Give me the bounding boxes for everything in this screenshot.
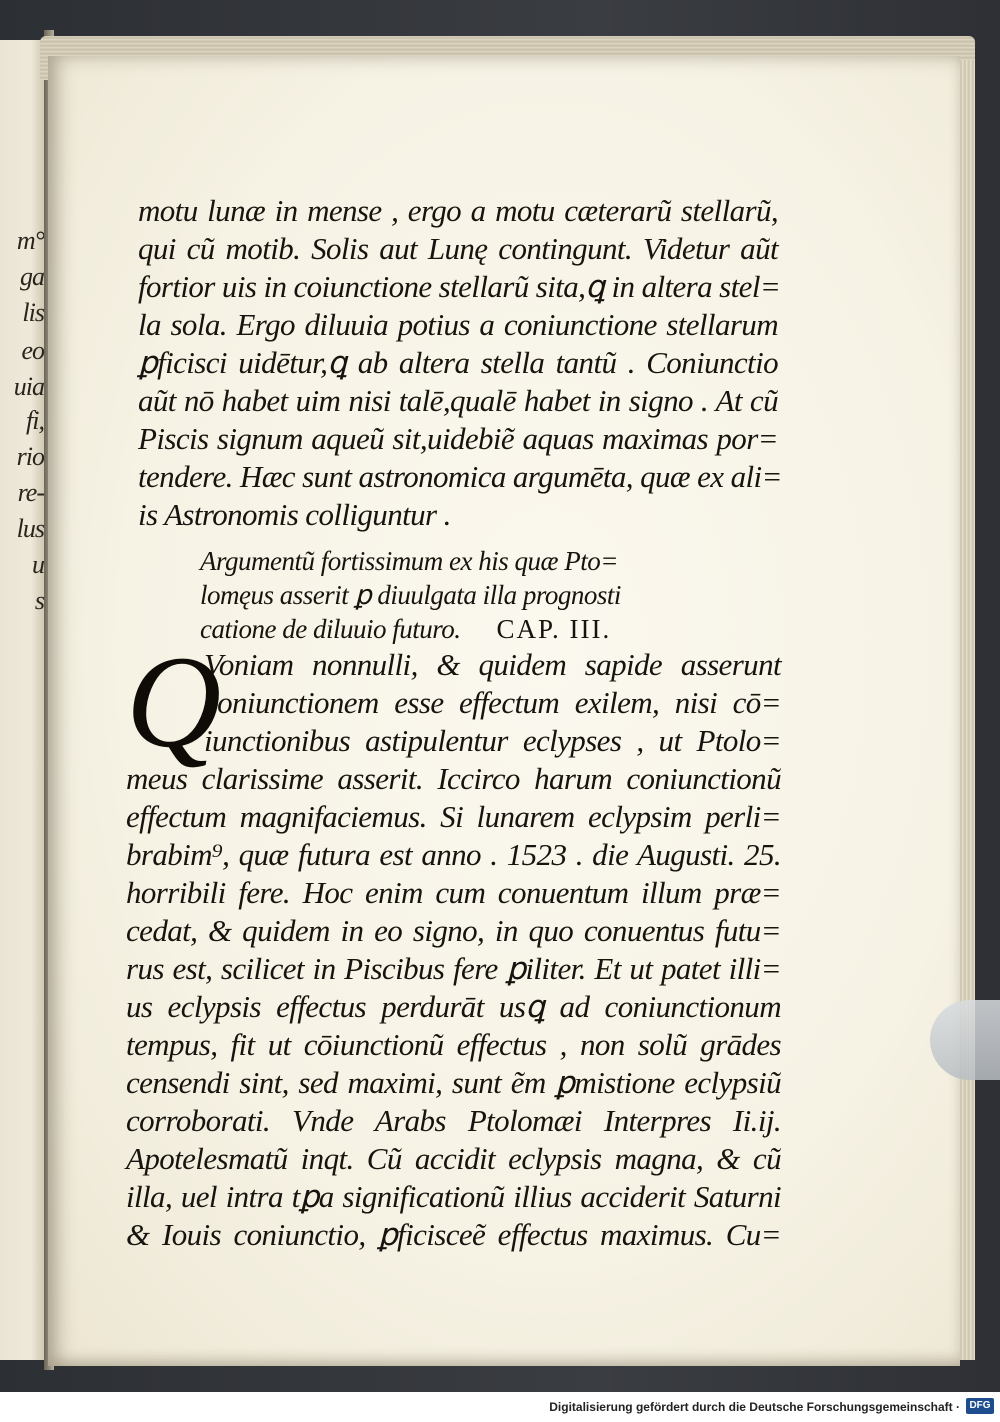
facing-page-fragment: lis — [22, 298, 44, 327]
text-line: aũt nō habet uim nisi talē,qualē habet in signo . At cũ — [138, 383, 778, 418]
text-line: qui cũ motib. Solis aut Lunę contingunt. Videtur aũt — [138, 231, 778, 266]
text-line: la sola. Ergo diluuia potius a coniunctione stellarum — [138, 307, 778, 342]
facing-page-fragment: ga — [20, 262, 44, 291]
heading-line: Argumentũ fortissimum ex his quæ Pto= — [200, 546, 618, 576]
facing-page-fragment: u — [32, 550, 44, 579]
heading-line: lomęus asserit ꝑ diuulgata illa prognosti — [200, 580, 621, 610]
funding-notice: Digitalisierung gefördert durch die Deutsche Forschungsgemeinschaft · — [549, 1400, 960, 1414]
facing-page-edge — [0, 40, 46, 1360]
text-line: fortior uis in coiunctione stellarũ sita,ꝗ in altera stel= — [138, 269, 781, 304]
text-line: is Astronomis colliguntur . — [138, 497, 451, 532]
facing-page-fragment: s — [34, 586, 44, 615]
text-line: motu lunæ in mense , ergo a motu cæterarũ stellarũ, — [138, 193, 778, 228]
text-line: ꝑficisci uidētur,ꝗ ab altera stella tantũ . Coniunctio — [138, 345, 778, 380]
chapter-number: CAP. III. — [496, 614, 612, 644]
facing-page-fragment: uia — [13, 372, 44, 401]
text-line: iunctionibus astipulentur eclypses , ut Ptolo= — [204, 723, 781, 758]
text-line: effectum magnifaciemus. Si lunarem eclypsim perli= — [126, 799, 781, 834]
dfg-logo: DFG — [966, 1398, 994, 1414]
text-line: & Iouis coniunctio, ꝑficisceẽ effectus maximus. Cu= — [126, 1217, 781, 1252]
text-line: tempus, fit ut cōiunctionũ effectus , non solũ grādes — [126, 1027, 781, 1062]
chapter-heading — [200, 544, 760, 646]
text-line: Piscis signum aqueũ sit,uidebiẽ aquas maximas por= — [138, 421, 778, 456]
text-line: censendi sint, sed maximi, sunt ẽm ꝑmistione eclypsiũ — [126, 1065, 781, 1100]
text-line: brabim⁹, quæ futura est anno . 1523 . die Augusti. 25. — [126, 837, 781, 872]
heading-line — [200, 612, 760, 646]
facing-page-fragment: m° — [16, 226, 44, 255]
text-line: meus clarissime asserit. Iccirco harum coniunctionũ — [126, 761, 781, 796]
footer-bar — [0, 1392, 1000, 1422]
bookmark-tab — [930, 1000, 1000, 1080]
text-line: Apotelesmatũ inqt. Cũ accidit eclypsis magna, & cũ — [126, 1141, 781, 1176]
text-line: rus est, scilicet in Piscibus fere ꝑiliter. Et ut patet illi= — [126, 951, 781, 986]
facing-page-fragment: re- — [17, 478, 44, 507]
text-line: illa, uel intra tꝑa significationũ illius acciderit Saturni — [126, 1179, 781, 1214]
text-line: cedat, & quidem in eo signo, in quo conuentus futu= — [126, 913, 781, 948]
drop-cap-initial: Q — [126, 628, 221, 775]
text-line: coniunctionem esse effectum exilem, nisi cō= — [204, 685, 781, 720]
text-line: Voniam nonnulli, & quidem sapide asserunt — [204, 647, 781, 682]
opening-paragraph — [138, 192, 782, 534]
text-line: horribili fere. Hoc enim cum conuentum illum præ= — [126, 875, 781, 910]
text-line: tendere. Hæc sunt astronomica argumēta, quæ ex ali= — [138, 459, 782, 494]
heading-line-text: catione de diluuio futuro. — [200, 614, 461, 644]
facing-page-fragment: fi, — [26, 406, 44, 435]
facing-page-fragment: eo — [21, 336, 44, 365]
text-line: us eclypsis effectus perdurāt usꝗ ad coniunctionum — [126, 989, 781, 1024]
facing-page-fragment: lus — [16, 514, 44, 543]
facing-page-fragment: rio — [16, 442, 44, 471]
text-line: corroborati. Vnde Arabs Ptolomæi Interpres Ii.ij. — [126, 1103, 781, 1138]
